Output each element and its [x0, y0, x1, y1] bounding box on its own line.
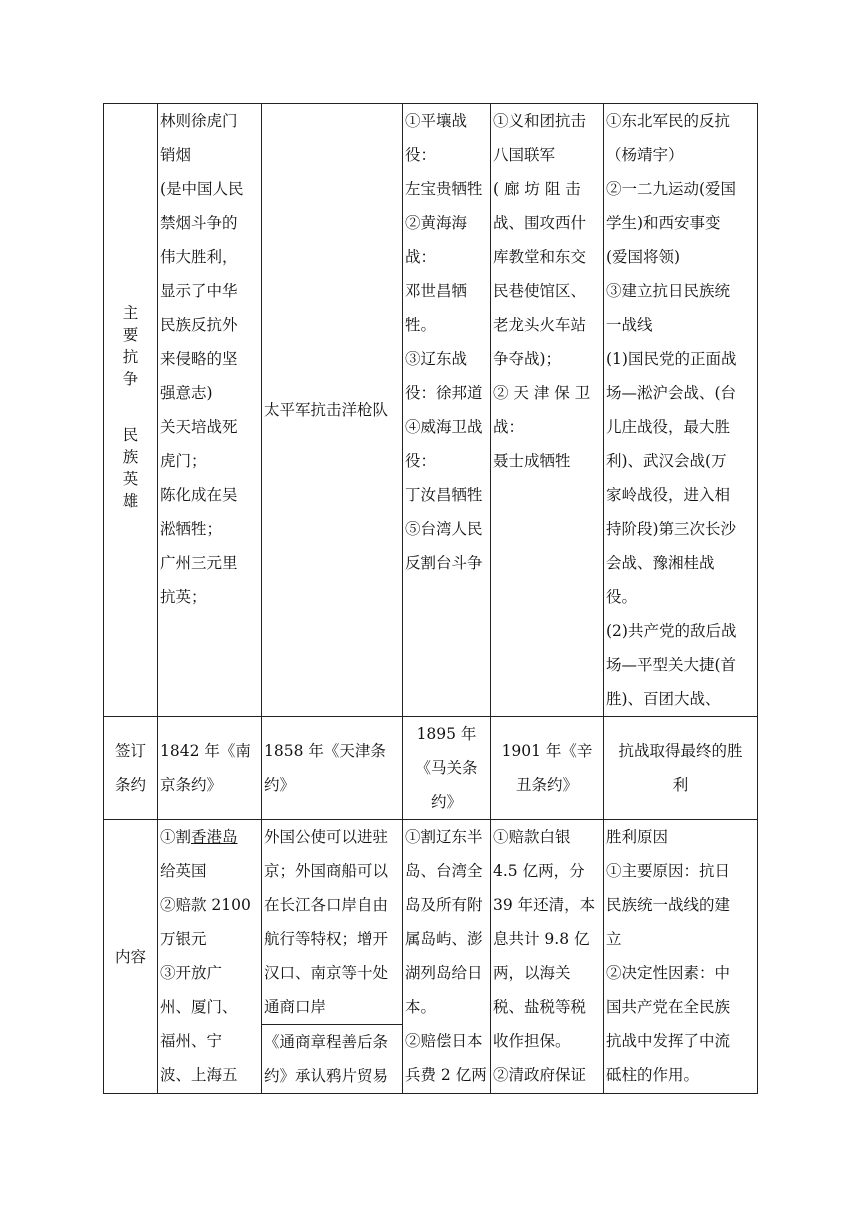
text-line: 39 年还清，本: [493, 896, 596, 914]
text-line: ①割辽东半: [405, 828, 483, 846]
text-line: 陈化成在吴: [160, 486, 238, 504]
text-line: 外国公使可以进驻: [264, 828, 389, 846]
text-line: 抗战取得最终的胜: [618, 742, 743, 760]
text-line: 4.5 亿两，分: [493, 862, 585, 880]
text-line: 役：: [405, 146, 437, 164]
text-line: 在长江各口岸自由: [264, 896, 389, 914]
text-line: ②决定性因素：中: [606, 964, 731, 982]
text-line: ③建立抗日民族统: [606, 282, 731, 300]
header-contents: [104, 820, 158, 1094]
tianjin-contents-top: [262, 820, 402, 1025]
cell-anti-japanese-struggles: [604, 104, 758, 717]
cell-xinchou-treaty: [491, 717, 604, 820]
text-line: 民族反抗外: [160, 316, 238, 334]
text-line: 属岛屿、澎: [405, 930, 483, 948]
text-line: 库教堂和东交: [493, 248, 587, 266]
text-line: 利: [672, 776, 689, 794]
text-line: 役。: [606, 588, 638, 606]
text-line: 左宝贵牺牲: [405, 180, 483, 198]
text-line: 收作担保。: [493, 1032, 571, 1050]
text-line: 国共产党在全民族: [606, 998, 731, 1016]
hong-kong-island-text: 香港岛: [191, 828, 238, 846]
text-line: 反割台斗争: [405, 554, 483, 572]
text-line: 万银元: [160, 930, 207, 948]
cell-victory: [604, 717, 758, 820]
cell-sino-japanese-war-struggles: [403, 104, 491, 717]
text-line: 约》: [264, 776, 296, 794]
text-line: 聂士成牺牲: [493, 452, 571, 470]
text-line: 胜)、百团大战、: [606, 690, 721, 708]
text-line: 本。: [405, 998, 437, 1016]
text-line: 战：: [493, 418, 525, 436]
text-line: ②清政府保证: [493, 1066, 587, 1084]
text-line: 关天培战死: [160, 418, 238, 436]
text-line: 役：徐邦道: [405, 384, 483, 402]
text-line: 淞牺牲；: [160, 520, 223, 538]
text-line: 林则徐虎门: [160, 112, 238, 130]
row-contents: [104, 820, 758, 1094]
cell-second-opium-war-text: 太平军抗击洋枪队: [264, 401, 389, 419]
text-line: 场—淞沪会战、(台: [606, 384, 737, 402]
tianjin-contents-bottom: [262, 1025, 402, 1093]
text-line: 汉口、南京等十处: [264, 964, 389, 982]
text-line: ( 廊 坊 阻 击: [493, 180, 581, 198]
text-line: 1901 年《辛: [501, 742, 593, 760]
text-line: 抗战中发挥了中流: [606, 1032, 731, 1050]
text-line: 抗英；: [160, 588, 207, 606]
text-line: ④威海卫战: [405, 418, 483, 436]
text-line: 约》: [430, 793, 462, 811]
text-line: 争: [122, 370, 139, 388]
text-line: ②赔偿日本: [405, 1032, 483, 1050]
header-heroes: [122, 424, 140, 512]
header-contents-text: 内容: [114, 947, 146, 966]
text-line: 两，以海关: [493, 964, 571, 982]
text-line: 岛及所有附: [405, 896, 483, 914]
text-line: ③开放广: [160, 964, 223, 982]
text-line: 老龙头火车站: [493, 316, 587, 334]
cell-second-opium-war-struggles: [262, 104, 403, 717]
text-line: (1)国民党的正面战: [606, 350, 737, 368]
text-line: 民巷使馆区、: [493, 282, 587, 300]
text-line: 邓世昌牺: [405, 282, 468, 300]
text-line: ②黄海海: [405, 214, 468, 232]
text-line: 胜利原因: [606, 828, 669, 846]
text-line: 牲。: [405, 316, 437, 334]
text-line: 来侵略的坚: [160, 350, 238, 368]
text-line: 签订: [114, 742, 146, 760]
text-line: 役：: [405, 452, 437, 470]
text-line: 1858 年《天津条: [264, 742, 386, 760]
text-line: 通商口岸: [264, 998, 327, 1016]
cell-nanjing-contents: [158, 820, 262, 1094]
text-line: 福州、宁: [160, 1032, 223, 1050]
cell-tianjin-contents: [262, 820, 403, 1094]
text-line: 虎门；: [160, 452, 207, 470]
text-line: ②一二九运动(爱国: [606, 180, 737, 198]
text-line: 伟大胜利，: [160, 248, 238, 266]
text-line: 场—平型关大捷(首: [606, 656, 737, 674]
row-struggles: [104, 104, 758, 717]
text-line: 八国联军: [493, 146, 556, 164]
text-line: 1842 年《南: [160, 742, 251, 760]
text-line: 学生)和西安事变: [606, 214, 721, 232]
text-line: 京；外国商船可以: [264, 862, 389, 880]
text-line: （杨靖宇）: [606, 146, 684, 164]
text-line: 航行等特权；增开: [264, 930, 389, 948]
history-table: [103, 103, 758, 1094]
text-line: 京条约》: [160, 776, 223, 794]
text-line: 雄: [122, 492, 139, 510]
text-line: 会战、豫湘桂战: [606, 554, 715, 572]
header-struggles-heroes: [104, 104, 158, 717]
text-line: 显示了中华: [160, 282, 238, 300]
text-line: 息共计 9.8 亿: [493, 930, 590, 948]
cell-boxer-struggles: [491, 104, 604, 717]
text-line: ①主要原因：抗日: [606, 862, 731, 880]
text-line: 条约: [114, 776, 146, 794]
text-line: 争夺战)；: [493, 350, 562, 368]
cell-tianjin-treaty: [262, 717, 403, 820]
text-line: 抗: [122, 348, 139, 366]
text-line: 民族统一战线的建: [606, 896, 731, 914]
text-line: 立: [606, 930, 622, 948]
cell-opium-war-struggles: [158, 104, 262, 717]
text-line: ①东北军民的反抗: [606, 112, 731, 130]
text-line: 族: [122, 448, 139, 466]
cell-victory-reasons: [604, 820, 758, 1094]
text-line: (是中国人民: [160, 180, 244, 198]
text-line: 《马关条: [415, 759, 478, 777]
text-line: 给英国: [160, 862, 207, 880]
text-line: ② 天 津 保 卫: [493, 384, 591, 402]
header-treaties: [104, 717, 158, 820]
text-line: 兵费 2 亿两: [405, 1066, 487, 1084]
text-line: 丑条约》: [515, 776, 578, 794]
text-line: 1895 年: [416, 725, 477, 743]
text-line: 约》承认鸦片贸易: [264, 1067, 389, 1085]
text-line: 州、厦门、: [160, 998, 238, 1016]
text-line: 湖列岛给日: [405, 964, 483, 982]
text-line: 民: [122, 426, 139, 444]
cell-shimonoseki-treaty: [403, 717, 491, 820]
text-line: ①赔款白银: [493, 828, 571, 846]
text-line: 丁汝昌牺牲: [405, 486, 483, 504]
text-line: 要: [122, 326, 139, 344]
text-line: 《通商章程善后条: [264, 1033, 389, 1051]
text-line: 税、盐税等税: [493, 998, 587, 1016]
text-line: ②赔款 2100: [160, 896, 251, 914]
text-line: (2)共产党的敌后战: [606, 622, 737, 640]
text-line: 广州三元里: [160, 554, 238, 572]
text-line: 战、围攻西什: [493, 214, 587, 232]
text-line: 强意志): [160, 384, 213, 402]
header-struggles: [122, 302, 140, 390]
text-line: 英: [122, 470, 139, 488]
text-line: ③辽东战: [405, 350, 468, 368]
text-line: 销烟: [160, 146, 192, 164]
text-line: ①义和团抗击: [493, 112, 587, 130]
row-treaties: [104, 717, 758, 820]
nanjing-contents-rest: [160, 854, 259, 1092]
cell-xinchou-contents: [491, 820, 604, 1094]
text-line: 禁烟斗争的: [160, 214, 238, 232]
text-line: 持阶段)第三次长沙: [606, 520, 737, 538]
text-line: 利)、武汉会战(万: [606, 452, 727, 470]
text-line: ①平壤战: [405, 112, 468, 130]
text-line: (爱国将领): [606, 248, 681, 266]
text-line: 家岭战役，进入相: [606, 486, 731, 504]
text-line: 砥柱的作用。: [606, 1066, 700, 1084]
text-line: 波、上海五: [160, 1066, 238, 1084]
text-line: 一战线: [606, 316, 653, 334]
text-line: 战：: [405, 248, 437, 266]
nanjing-cede-line: [160, 820, 259, 854]
text-line: ⑤台湾人民: [405, 520, 483, 538]
cell-shimonoseki-contents: [403, 820, 491, 1094]
text-line: 岛、台湾全: [405, 862, 483, 880]
text-line: 儿庄战役，最大胜: [606, 418, 731, 436]
text-line: 主: [122, 304, 139, 322]
nanjing-cede-prefix: ①割: [160, 828, 192, 846]
cell-nanjing-treaty: [158, 717, 262, 820]
